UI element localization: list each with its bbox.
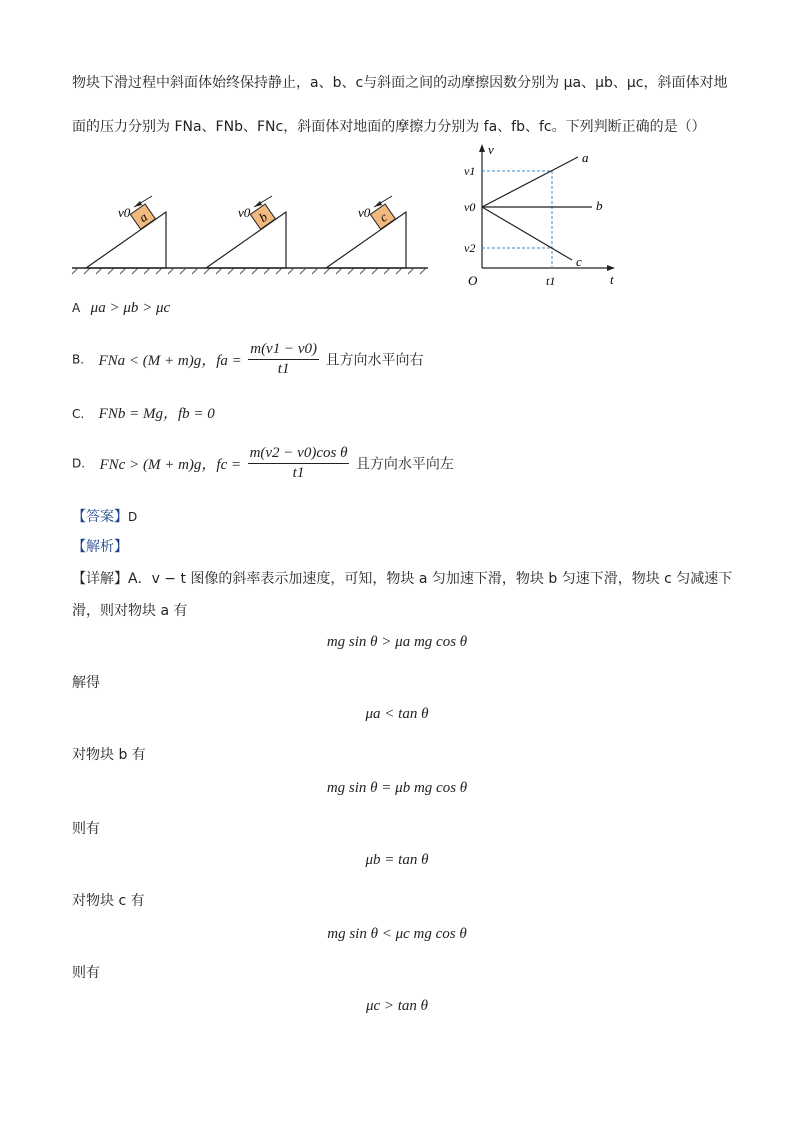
answer-value: D xyxy=(128,510,138,524)
line-a xyxy=(482,157,578,207)
t1-label: t1 xyxy=(546,274,556,288)
option-d-lhs: FNc > (M + m)g，fc = xyxy=(99,457,242,473)
arrow-b-head xyxy=(254,201,262,207)
arrow-a-head xyxy=(134,201,142,207)
option-a xyxy=(72,300,170,317)
option-b-fraction xyxy=(248,340,319,379)
analysis-tag: 【解析】 xyxy=(72,539,128,555)
option-b-denominator: t1 xyxy=(277,361,290,377)
equation-6: μc > tan θ xyxy=(365,998,429,1014)
for-c-label: 对物块 c 有 xyxy=(72,893,145,909)
line-c xyxy=(482,207,572,260)
equation-1: mg sin θ > μa mg cos θ xyxy=(326,634,468,650)
option-b-lhs: FNa < (M + m)g，fa = xyxy=(98,353,242,369)
then-label-2: 则有 xyxy=(72,965,100,981)
then-label-1: 则有 xyxy=(72,821,100,837)
detail-line-1: 【详解】A．v − t 图像的斜率表示加速度，可知，物块 a 匀加速下滑，物块 b 匀速下滑，物块 c 匀减速下 xyxy=(72,571,733,587)
detail-line-2: 滑，则对物块 a 有 xyxy=(72,603,188,619)
answer-line xyxy=(72,506,137,526)
vt-graph xyxy=(460,140,620,290)
origin-label: O xyxy=(468,273,478,288)
question-line-1: 物块下滑过程中斜面体始终保持静止，a、b、c与斜面之间的动摩擦因数分别为 μa、μb、μc，斜面体对地 xyxy=(72,75,728,91)
option-a-label: A xyxy=(72,301,81,315)
option-c-formula: FNb = Mg，fb = 0 xyxy=(98,406,215,422)
option-d-fraction xyxy=(248,444,350,483)
x-axis-arrow xyxy=(607,265,615,271)
line-b-label: b xyxy=(596,198,603,213)
option-d-tail: 且方向水平向左 xyxy=(355,456,454,473)
v0-c-label: v0 xyxy=(358,205,371,220)
line-c-label: c xyxy=(576,254,582,269)
v0-label: v0 xyxy=(464,200,476,214)
option-b-tail: 且方向水平向右 xyxy=(325,352,424,369)
y-axis-arrow xyxy=(479,144,485,152)
equation-3: mg sin θ = μb mg cos θ xyxy=(326,780,468,796)
block-c xyxy=(370,204,395,229)
v2-label: v2 xyxy=(464,241,476,255)
option-b-label: B. xyxy=(72,352,85,367)
equation-4: μb = tan θ xyxy=(365,852,429,868)
line-a-label: a xyxy=(582,150,589,165)
v1-label: v1 xyxy=(464,164,476,178)
option-a-formula: μa > μb > μc xyxy=(90,300,171,316)
block-a-label: a xyxy=(136,209,151,226)
v0-b-label: v0 xyxy=(238,205,251,220)
solve-label: 解得 xyxy=(72,675,100,691)
block-a xyxy=(130,204,155,229)
dashed-guides xyxy=(482,171,552,268)
option-d-denominator: t1 xyxy=(292,465,305,481)
option-d-label: D. xyxy=(72,456,86,471)
block-b-label: b xyxy=(256,209,271,226)
answer-tag: 【答案】 xyxy=(72,509,128,525)
option-d-numerator: m(v2 − v0)cos θ xyxy=(248,444,350,464)
question-line-2: 面的压力分别为 FNa、FNb、FNc，斜面体对地面的摩擦力分别为 fa、fb、fc。下列判断正确的是（） xyxy=(72,119,706,135)
arrow-c-head xyxy=(374,201,382,207)
x-axis-label: t xyxy=(610,272,614,287)
y-axis-label: v xyxy=(488,142,494,157)
block-c-label: c xyxy=(376,209,390,225)
block-b xyxy=(250,204,275,229)
for-b-label: 对物块 b 有 xyxy=(72,747,146,763)
option-b-numerator: m(v1 − v0) xyxy=(248,340,319,360)
equation-5: mg sin θ < μc mg cos θ xyxy=(327,926,467,942)
equation-2: μa < tan θ xyxy=(365,706,429,722)
option-b xyxy=(72,340,423,379)
v0-a-label: v0 xyxy=(118,205,131,220)
incline-figure xyxy=(70,190,430,275)
option-c-label: C. xyxy=(72,407,85,421)
ground-hatch xyxy=(72,268,426,274)
option-d xyxy=(72,444,454,483)
option-c xyxy=(72,402,215,423)
